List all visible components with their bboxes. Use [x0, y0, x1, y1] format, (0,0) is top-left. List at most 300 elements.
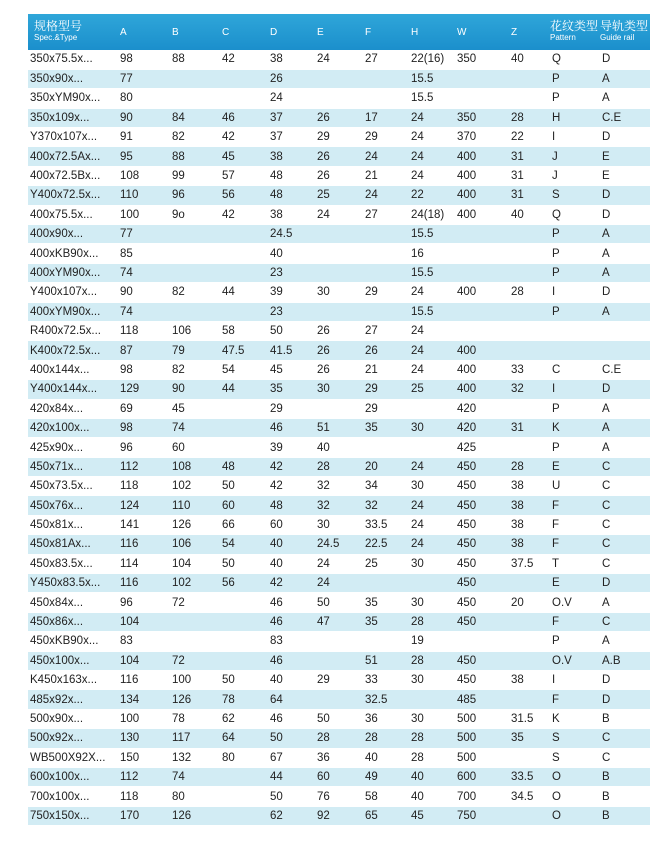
cell-w: 500	[453, 748, 507, 767]
cell-d: 50	[266, 729, 313, 748]
cell-spec: 500x92x...	[28, 729, 116, 748]
table-row	[28, 438, 650, 457]
cell-e: 30	[313, 380, 361, 399]
cell-e: 50	[313, 709, 361, 728]
cell-w	[453, 321, 507, 340]
cell-w: 450	[453, 457, 507, 476]
cell-spec: Y370x107x...	[28, 128, 116, 147]
cell-w: 450	[453, 535, 507, 554]
cell-guide-rail: A	[600, 438, 650, 457]
cell-e: 30	[313, 283, 361, 302]
cell-w: 420	[453, 399, 507, 418]
cell-h: 24	[407, 515, 453, 534]
cell-h	[407, 399, 453, 418]
table-row	[28, 283, 650, 302]
cell-c: 56	[218, 574, 266, 593]
cell-spec: 450x71x...	[28, 457, 116, 476]
cell-guide-rail: C	[600, 477, 650, 496]
cell-pattern: I	[550, 283, 600, 302]
cell-c: 54	[218, 535, 266, 554]
table-row	[28, 108, 650, 127]
cell-guide-rail: C	[600, 515, 650, 534]
cell-e: 40	[313, 438, 361, 457]
cell-b: 84	[168, 108, 218, 127]
cell-b: 100	[168, 671, 218, 690]
cell-w	[453, 244, 507, 263]
cell-c: 48	[218, 457, 266, 476]
cell-f: 29	[361, 399, 407, 418]
cell-a: 74	[116, 302, 168, 321]
cell-d: 50	[266, 321, 313, 340]
cell-pattern: I	[550, 380, 600, 399]
cell-h	[407, 574, 453, 593]
cell-b: 82	[168, 128, 218, 147]
cell-spec: Y400x107x...	[28, 283, 116, 302]
cell-a: 85	[116, 244, 168, 263]
cell-c: 64	[218, 729, 266, 748]
cell-z: 33.5	[507, 767, 550, 786]
cell-h: 24(18)	[407, 205, 453, 224]
cell-a: 90	[116, 283, 168, 302]
cell-e: 28	[313, 729, 361, 748]
table-row	[28, 515, 650, 534]
cell-e: 26	[313, 166, 361, 185]
cell-z	[507, 321, 550, 340]
cell-z	[507, 806, 550, 825]
header-pattern	[550, 14, 600, 50]
cell-f: 26	[361, 341, 407, 360]
cell-c: 42	[218, 128, 266, 147]
cell-h: 25	[407, 380, 453, 399]
cell-guide-rail: D	[600, 283, 650, 302]
cell-b: 104	[168, 554, 218, 573]
cell-f: 21	[361, 166, 407, 185]
cell-f: 27	[361, 321, 407, 340]
cell-pattern: P	[550, 399, 600, 418]
cell-f: 33.5	[361, 515, 407, 534]
cell-c	[218, 612, 266, 631]
table-row	[28, 399, 650, 418]
cell-h: 45	[407, 806, 453, 825]
cell-spec: 350x75.5x...	[28, 50, 116, 69]
cell-guide-rail: A.B	[600, 651, 650, 670]
header-spec-en: Spec.&Type	[34, 33, 78, 42]
cell-e	[313, 632, 361, 651]
cell-b	[168, 69, 218, 88]
cell-w: 400	[453, 186, 507, 205]
cell-guide-rail: C	[600, 496, 650, 515]
cell-a: 118	[116, 477, 168, 496]
cell-pattern: P	[550, 225, 600, 244]
cell-spec: 350x109x...	[28, 108, 116, 127]
cell-z: 38	[507, 535, 550, 554]
table-row	[28, 496, 650, 515]
cell-pattern: K	[550, 709, 600, 728]
table-row	[28, 147, 650, 166]
cell-c	[218, 399, 266, 418]
cell-h: 22	[407, 186, 453, 205]
cell-z: 40	[507, 205, 550, 224]
cell-w: 600	[453, 767, 507, 786]
cell-h: 24	[407, 283, 453, 302]
cell-h: 30	[407, 418, 453, 437]
cell-d: 38	[266, 147, 313, 166]
cell-w: 400	[453, 360, 507, 379]
cell-d: 37	[266, 108, 313, 127]
cell-pattern: P	[550, 263, 600, 282]
table-row	[28, 205, 650, 224]
cell-w: 370	[453, 128, 507, 147]
cell-a: 96	[116, 593, 168, 612]
cell-b: 108	[168, 457, 218, 476]
cell-a: 100	[116, 205, 168, 224]
cell-b: 72	[168, 593, 218, 612]
cell-spec: 700x100x...	[28, 787, 116, 806]
cell-guide-rail: A	[600, 399, 650, 418]
cell-c: 60	[218, 496, 266, 515]
cell-guide-rail	[600, 321, 650, 340]
cell-d: 46	[266, 612, 313, 631]
table-row	[28, 535, 650, 554]
cell-h: 40	[407, 767, 453, 786]
cell-c: 66	[218, 515, 266, 534]
cell-b	[168, 89, 218, 108]
table-row	[28, 225, 650, 244]
cell-c	[218, 302, 266, 321]
header-a: A	[120, 26, 127, 38]
cell-pattern: T	[550, 554, 600, 573]
cell-pattern: P	[550, 69, 600, 88]
cell-w: 450	[453, 671, 507, 690]
table-row	[28, 166, 650, 185]
cell-a: 108	[116, 166, 168, 185]
cell-e: 24.5	[313, 535, 361, 554]
cell-a: 98	[116, 418, 168, 437]
cell-z	[507, 302, 550, 321]
table-row	[28, 477, 650, 496]
cell-spec: 450x76x...	[28, 496, 116, 515]
header-rail-en: Guide rail	[600, 33, 635, 42]
cell-e: 24	[313, 554, 361, 573]
cell-e: 29	[313, 671, 361, 690]
cell-c	[218, 225, 266, 244]
cell-d: 38	[266, 50, 313, 69]
cell-f	[361, 225, 407, 244]
cell-guide-rail: C	[600, 612, 650, 631]
cell-z: 38	[507, 477, 550, 496]
cell-d: 23	[266, 302, 313, 321]
table-row	[28, 729, 650, 748]
cell-w	[453, 302, 507, 321]
cell-d: 45	[266, 360, 313, 379]
cell-e: 25	[313, 186, 361, 205]
cell-f	[361, 574, 407, 593]
cell-d: 38	[266, 205, 313, 224]
cell-z: 31	[507, 186, 550, 205]
cell-z: 38	[507, 515, 550, 534]
cell-f	[361, 263, 407, 282]
cell-f: 33	[361, 671, 407, 690]
cell-guide-rail: D	[600, 671, 650, 690]
table-row	[28, 651, 650, 670]
cell-b: 45	[168, 399, 218, 418]
header-d: D	[270, 26, 278, 38]
table-body	[28, 50, 650, 826]
table-row	[28, 302, 650, 321]
cell-e: 24	[313, 205, 361, 224]
table-row	[28, 128, 650, 147]
cell-f: 24	[361, 147, 407, 166]
cell-e	[313, 399, 361, 418]
cell-d: 48	[266, 166, 313, 185]
cell-guide-rail	[600, 341, 650, 360]
cell-d: 50	[266, 787, 313, 806]
cell-spec: K400x72.5x...	[28, 341, 116, 360]
cell-pattern: P	[550, 302, 600, 321]
cell-pattern: E	[550, 574, 600, 593]
cell-d: 35	[266, 380, 313, 399]
cell-z	[507, 69, 550, 88]
cell-pattern: F	[550, 612, 600, 631]
cell-pattern: P	[550, 244, 600, 263]
cell-z: 28	[507, 283, 550, 302]
cell-h: 24	[407, 147, 453, 166]
cell-pattern: O.V	[550, 651, 600, 670]
cell-c	[218, 787, 266, 806]
cell-spec: 600x100x...	[28, 767, 116, 786]
cell-pattern	[550, 321, 600, 340]
table-row	[28, 787, 650, 806]
cell-h: 30	[407, 477, 453, 496]
cell-z	[507, 244, 550, 263]
cell-c	[218, 806, 266, 825]
cell-h: 30	[407, 593, 453, 612]
cell-a: 110	[116, 186, 168, 205]
cell-c: 44	[218, 283, 266, 302]
table-row	[28, 321, 650, 340]
table-row	[28, 380, 650, 399]
header-h: H	[411, 26, 419, 38]
cell-w: 400	[453, 147, 507, 166]
cell-b: 106	[168, 321, 218, 340]
cell-spec: K450x163x...	[28, 671, 116, 690]
cell-h: 24	[407, 341, 453, 360]
table-row	[28, 690, 650, 709]
cell-c: 42	[218, 50, 266, 69]
cell-e	[313, 69, 361, 88]
table-row	[28, 360, 650, 379]
cell-b: 90	[168, 380, 218, 399]
cell-e	[313, 651, 361, 670]
cell-pattern: O	[550, 767, 600, 786]
cell-b: 132	[168, 748, 218, 767]
cell-h: 15.5	[407, 302, 453, 321]
cell-e: 26	[313, 360, 361, 379]
table-row	[28, 806, 650, 825]
table-row	[28, 244, 650, 263]
cell-c	[218, 418, 266, 437]
cell-spec: 400x75.5x...	[28, 205, 116, 224]
cell-a: 170	[116, 806, 168, 825]
table-row	[28, 186, 650, 205]
cell-a: 134	[116, 690, 168, 709]
cell-f	[361, 69, 407, 88]
cell-f	[361, 244, 407, 263]
cell-guide-rail: D	[600, 50, 650, 69]
cell-guide-rail: A	[600, 632, 650, 651]
cell-e	[313, 690, 361, 709]
cell-guide-rail: D	[600, 128, 650, 147]
cell-a: 96	[116, 438, 168, 457]
cell-pattern: P	[550, 438, 600, 457]
cell-spec: 400x90x...	[28, 225, 116, 244]
cell-e	[313, 263, 361, 282]
cell-f: 32	[361, 496, 407, 515]
cell-pattern: S	[550, 748, 600, 767]
cell-w: 450	[453, 515, 507, 534]
cell-guide-rail: D	[600, 574, 650, 593]
cell-f: 29	[361, 380, 407, 399]
cell-pattern: O	[550, 787, 600, 806]
cell-f	[361, 632, 407, 651]
cell-spec: 420x100x...	[28, 418, 116, 437]
cell-w: 500	[453, 729, 507, 748]
cell-a: 124	[116, 496, 168, 515]
cell-f: 36	[361, 709, 407, 728]
cell-guide-rail: A	[600, 302, 650, 321]
cell-f: 35	[361, 612, 407, 631]
cell-w: 350	[453, 108, 507, 127]
cell-guide-rail: B	[600, 767, 650, 786]
table-row	[28, 612, 650, 631]
cell-e: 76	[313, 787, 361, 806]
cell-e: 24	[313, 50, 361, 69]
cell-c: 45	[218, 147, 266, 166]
cell-d: 29	[266, 399, 313, 418]
cell-b: 78	[168, 709, 218, 728]
cell-guide-rail: A	[600, 89, 650, 108]
cell-d: 40	[266, 554, 313, 573]
cell-f: 21	[361, 360, 407, 379]
cell-b: 88	[168, 147, 218, 166]
cell-z: 38	[507, 671, 550, 690]
cell-a: 104	[116, 612, 168, 631]
cell-d: 37	[266, 128, 313, 147]
table-row	[28, 593, 650, 612]
cell-a: 98	[116, 360, 168, 379]
table-row	[28, 632, 650, 651]
cell-pattern: F	[550, 690, 600, 709]
header-spec	[28, 14, 116, 50]
cell-guide-rail: A	[600, 225, 650, 244]
cell-guide-rail: C.E	[600, 108, 650, 127]
cell-z	[507, 438, 550, 457]
cell-spec: 450x84x...	[28, 593, 116, 612]
cell-pattern: I	[550, 671, 600, 690]
cell-spec: 400xYM90x...	[28, 263, 116, 282]
cell-f: 22.5	[361, 535, 407, 554]
table-row	[28, 418, 650, 437]
table-header-row	[28, 14, 650, 50]
cell-c: 44	[218, 380, 266, 399]
cell-h: 24	[407, 108, 453, 127]
cell-guide-rail: B	[600, 806, 650, 825]
cell-a: 95	[116, 147, 168, 166]
table-row	[28, 50, 650, 69]
table-row	[28, 554, 650, 573]
cell-f: 58	[361, 787, 407, 806]
cell-h: 40	[407, 787, 453, 806]
cell-c: 62	[218, 709, 266, 728]
cell-guide-rail: A	[600, 69, 650, 88]
header-rail-cn: 导轨类型	[600, 19, 649, 33]
cell-b: 72	[168, 651, 218, 670]
cell-b: 82	[168, 283, 218, 302]
cell-h: 24	[407, 535, 453, 554]
cell-pattern: I	[550, 128, 600, 147]
cell-d: 23	[266, 263, 313, 282]
cell-z: 33	[507, 360, 550, 379]
cell-d: 48	[266, 186, 313, 205]
cell-z: 40	[507, 50, 550, 69]
cell-e: 29	[313, 128, 361, 147]
cell-b	[168, 612, 218, 631]
cell-f: 27	[361, 50, 407, 69]
cell-spec: 450x81x...	[28, 515, 116, 534]
cell-spec: 450x83.5x...	[28, 554, 116, 573]
cell-z: 31	[507, 418, 550, 437]
table-row	[28, 89, 650, 108]
cell-a: 83	[116, 632, 168, 651]
cell-a: 90	[116, 108, 168, 127]
cell-a: 100	[116, 709, 168, 728]
cell-c	[218, 438, 266, 457]
cell-w: 425	[453, 438, 507, 457]
cell-b: 110	[168, 496, 218, 515]
cell-spec: 750x150x...	[28, 806, 116, 825]
cell-b: 96	[168, 186, 218, 205]
cell-z	[507, 574, 550, 593]
cell-a: 116	[116, 535, 168, 554]
cell-z: 28	[507, 457, 550, 476]
cell-b	[168, 263, 218, 282]
cell-a: 114	[116, 554, 168, 573]
header-z: Z	[511, 26, 518, 38]
cell-b: 88	[168, 50, 218, 69]
cell-h: 24	[407, 457, 453, 476]
cell-w: 400	[453, 283, 507, 302]
cell-b: 79	[168, 341, 218, 360]
table-row	[28, 671, 650, 690]
cell-pattern: Q	[550, 50, 600, 69]
cell-spec: 450x86x...	[28, 612, 116, 631]
cell-w: 485	[453, 690, 507, 709]
cell-d: 46	[266, 709, 313, 728]
cell-b: 126	[168, 690, 218, 709]
cell-z: 28	[507, 108, 550, 127]
cell-h: 15.5	[407, 225, 453, 244]
cell-h	[407, 438, 453, 457]
cell-b: 106	[168, 535, 218, 554]
cell-spec: 350xYM90x...	[28, 89, 116, 108]
cell-z: 31	[507, 147, 550, 166]
cell-h: 24	[407, 496, 453, 515]
cell-pattern: F	[550, 535, 600, 554]
cell-e	[313, 302, 361, 321]
table-row	[28, 457, 650, 476]
cell-pattern: J	[550, 147, 600, 166]
cell-spec: 400x72.5Bx...	[28, 166, 116, 185]
